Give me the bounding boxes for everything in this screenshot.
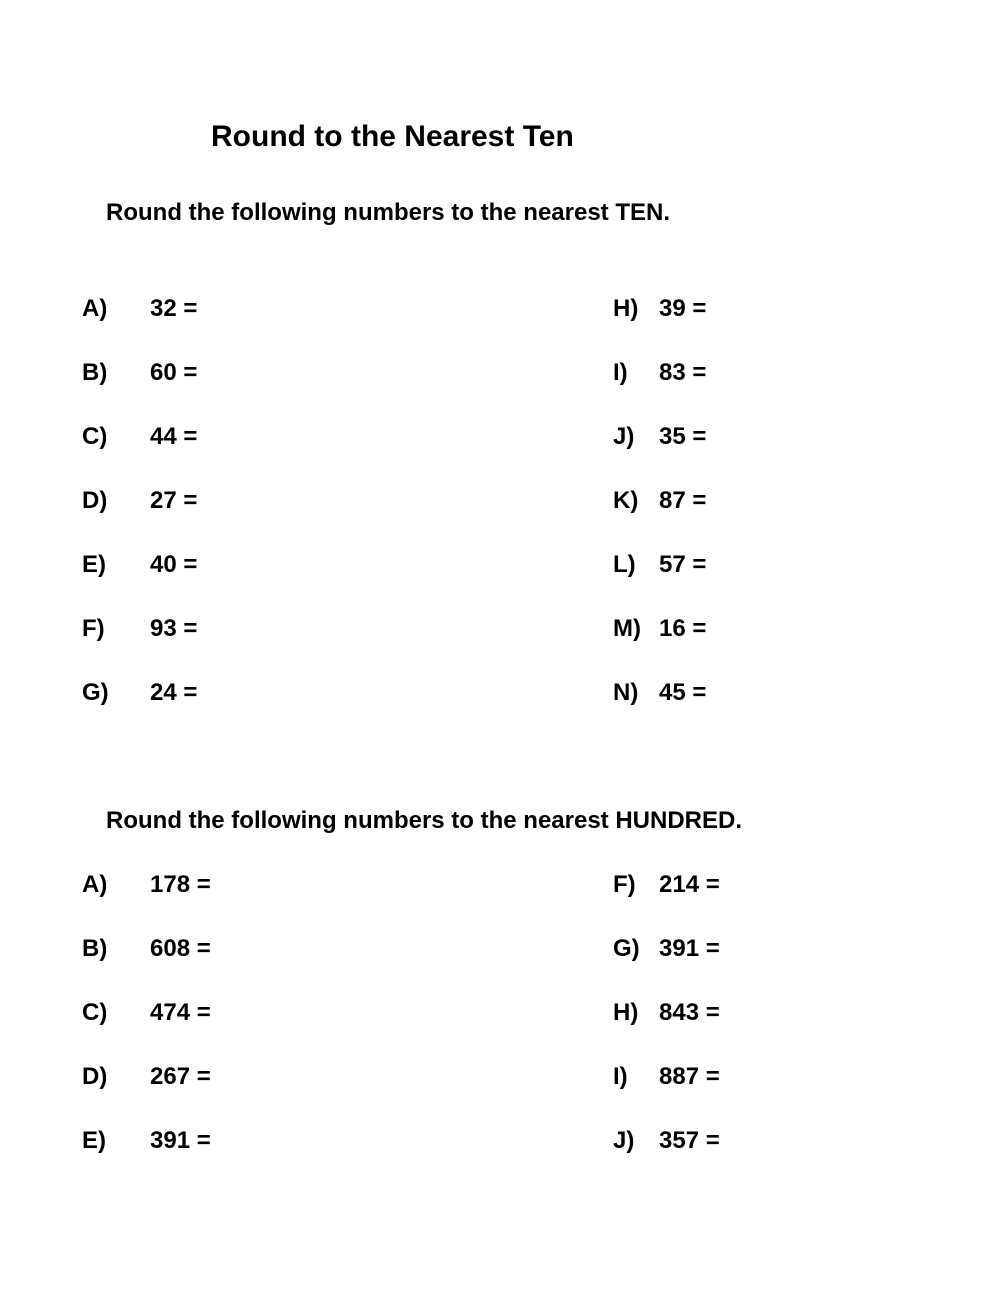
problem-expression: 83 = (659, 359, 707, 386)
problem-expression: 357 = (659, 1127, 720, 1154)
problem-label: N) (613, 679, 639, 706)
problem-expression: 887 = (659, 1063, 720, 1090)
problem-label: L) (613, 551, 636, 578)
problem-label: C) (82, 999, 108, 1026)
problem-expression: 35 = (659, 423, 707, 450)
problem-expression: 39 = (659, 295, 707, 322)
problem-label: I) (613, 1063, 628, 1090)
problem-expression: 16 = (659, 615, 707, 642)
problem-label: B) (82, 935, 108, 962)
problem-label: D) (82, 1063, 108, 1090)
problem-label: A) (82, 871, 108, 898)
problem-expression: 45 = (659, 679, 707, 706)
problem-expression: 24 = (150, 679, 198, 706)
problem-label: F) (82, 615, 105, 642)
problem-label: H) (613, 999, 639, 1026)
problem-expression: 391 = (150, 1127, 211, 1154)
problem-label: C) (82, 423, 108, 450)
problem-label: K) (613, 487, 639, 514)
problem-expression: 267 = (150, 1063, 211, 1090)
problem-label: E) (82, 551, 106, 578)
problem-label: E) (82, 1127, 106, 1154)
problem-expression: 843 = (659, 999, 720, 1026)
section-ten-instruction: Round the following numbers to the nearest TEN. (106, 199, 671, 226)
problem-label: G) (82, 679, 109, 706)
worksheet-title: Round to the Nearest Ten (211, 120, 574, 153)
problem-expression: 44 = (150, 423, 198, 450)
problem-expression: 32 = (150, 295, 198, 322)
problem-label: J) (613, 423, 635, 450)
problem-label: A) (82, 295, 108, 322)
problem-label: M) (613, 615, 641, 642)
problem-expression: 93 = (150, 615, 198, 642)
problem-label: G) (613, 935, 640, 962)
problem-label: D) (82, 487, 108, 514)
problem-label: B) (82, 359, 108, 386)
problem-label: I) (613, 359, 628, 386)
problem-expression: 608 = (150, 935, 211, 962)
problem-expression: 27 = (150, 487, 198, 514)
problem-expression: 87 = (659, 487, 707, 514)
problem-expression: 214 = (659, 871, 720, 898)
problem-expression: 178 = (150, 871, 211, 898)
problem-label: F) (613, 871, 636, 898)
problem-expression: 474 = (150, 999, 211, 1026)
problem-label: H) (613, 295, 639, 322)
problem-expression: 391 = (659, 935, 720, 962)
problem-expression: 57 = (659, 551, 707, 578)
problem-expression: 60 = (150, 359, 198, 386)
section-hundred-instruction: Round the following numbers to the nearest HUNDRED. (106, 807, 743, 834)
problem-label: J) (613, 1127, 635, 1154)
problem-expression: 40 = (150, 551, 198, 578)
